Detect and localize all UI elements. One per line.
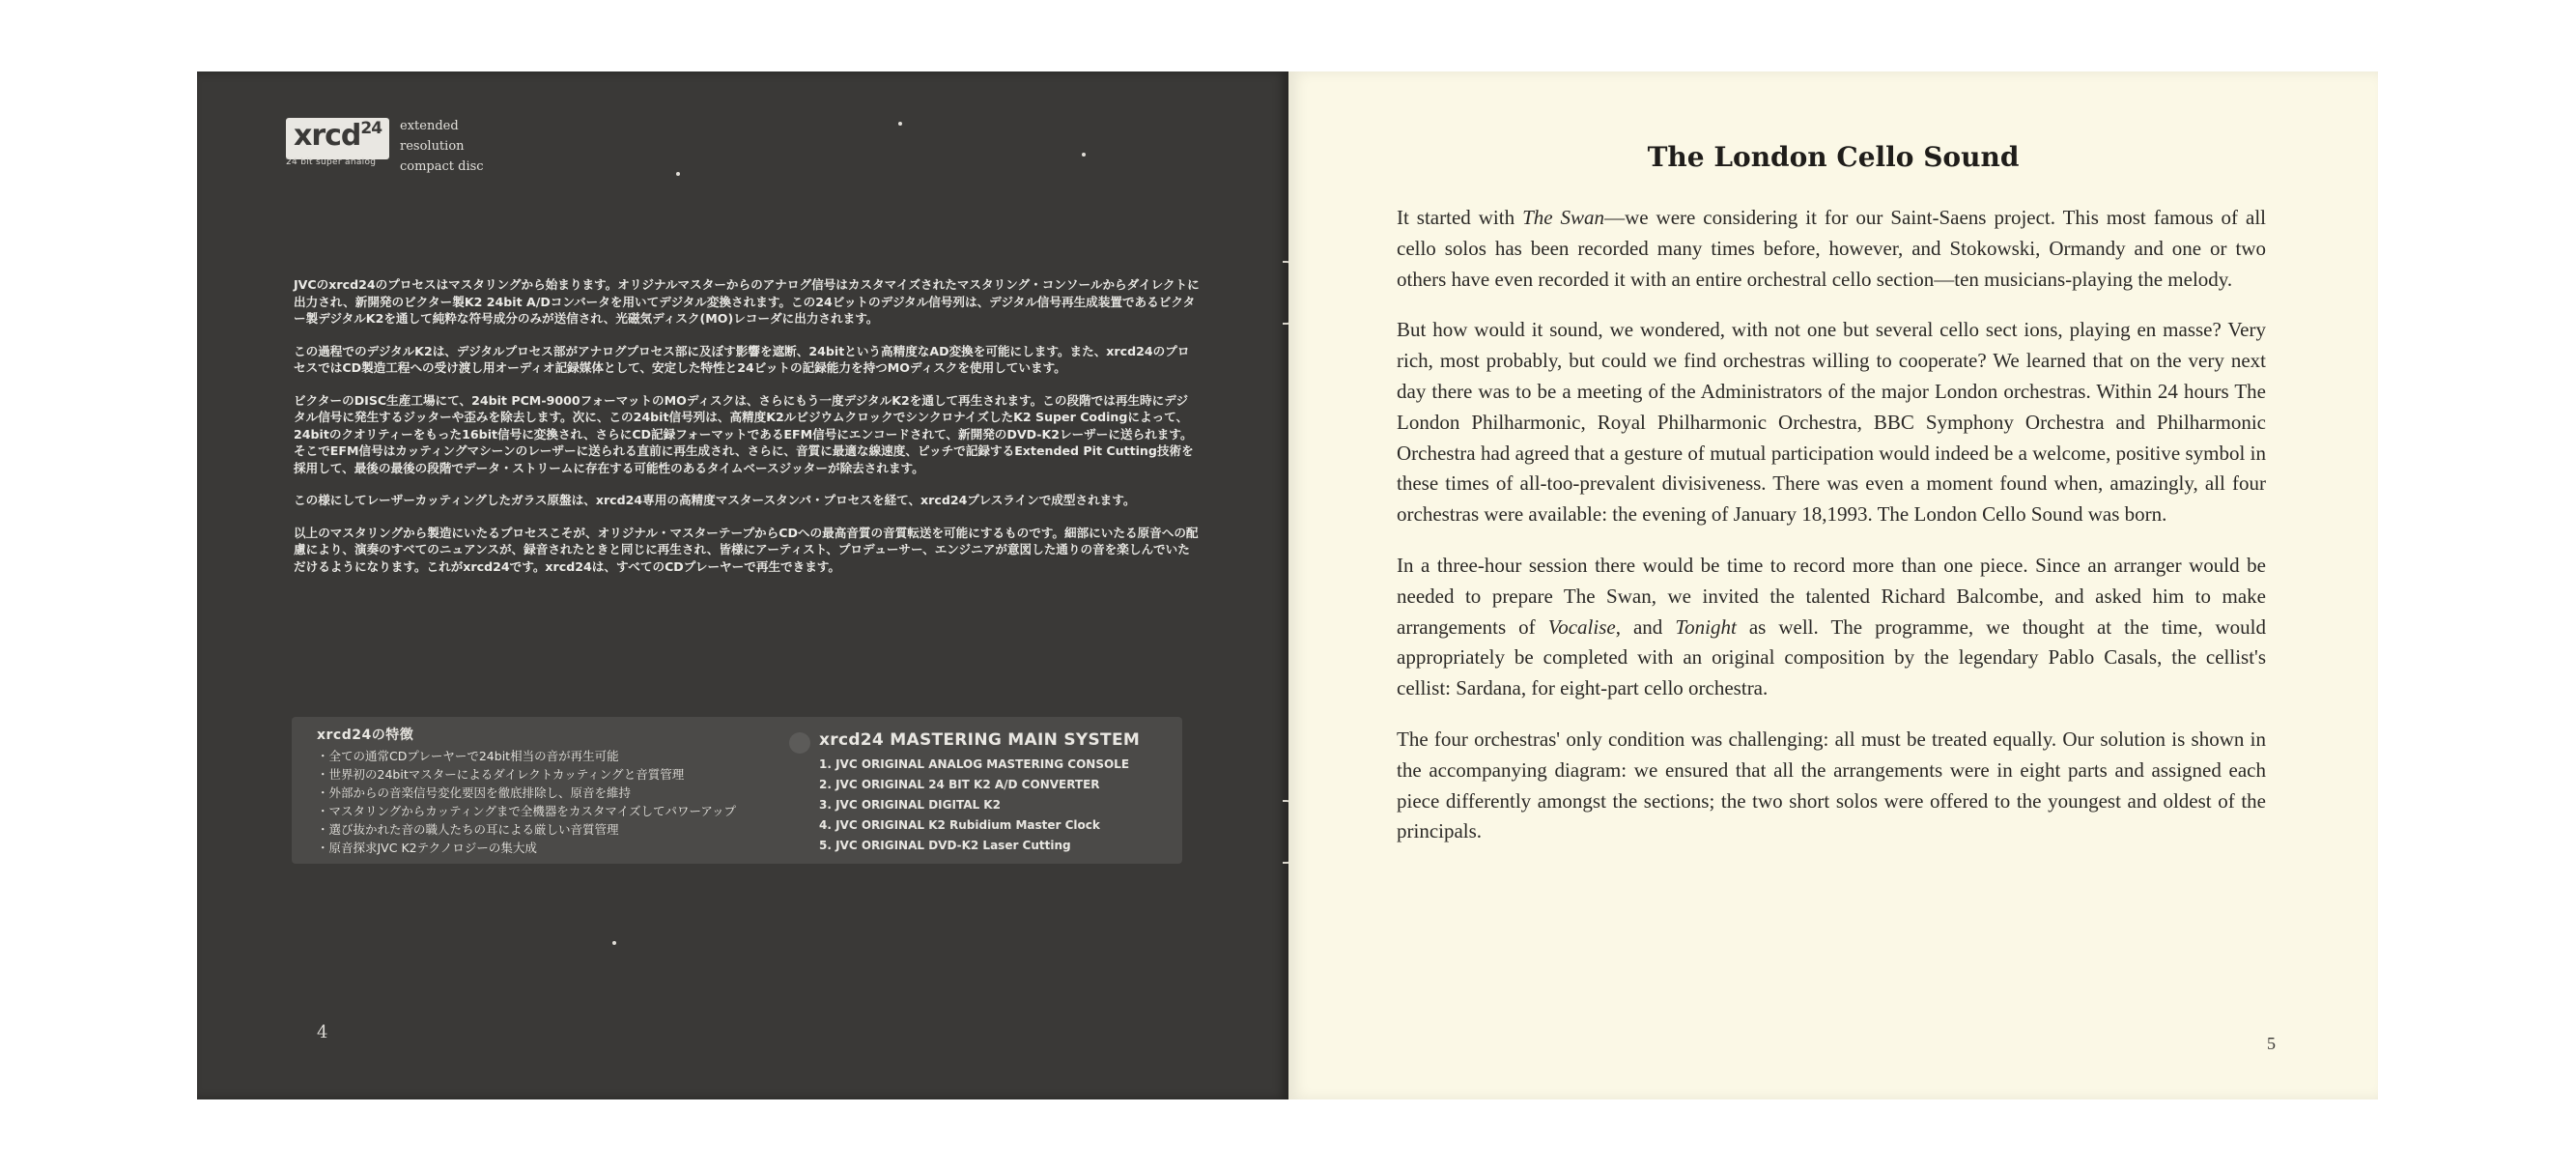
feature-item: ・原音探求JVC K2テクノロジーの集大成 — [317, 841, 537, 855]
feature-item: ・世界初の24bitマスターによるダイレクトカッティングと音質管理 — [317, 767, 685, 782]
article-paragraph: It started with The Swan—we were considering it for our Saint-Saens project. This most famous of all cello solos has been recorded many times before, however, and Stokowski, Ormandy and one or two others have even recorded it with an entire orchestral cello section—ten musicians-playing the melody. — [1397, 206, 2266, 291]
system-item: 5. JVC ORIGINAL DVD-K2 Laser Cutting — [819, 839, 1071, 852]
dust-speck — [1082, 153, 1086, 157]
feature-item: ・選び抜かれた音の職人たちの耳による厳しい音質管理 — [317, 822, 619, 837]
features-panel — [292, 717, 1182, 864]
jp-paragraph: ビクターのDISC生産工場にて、24bit PCM-9000フォーマットのMOディスクは、さらにもう一度デジタルK2を通して再生されます。この段階では再生時にデジタル信号に発生するジッターや歪みを除去します。次に、この24bit信号列は、高精度K2ルビジウムクロックでシンクロナイズしたK2 Super Codingによって、24bitのクオリティーをもった16bit信号に変換され、さらにCD記録フォーマットであるEFM信号にエンコードされて、新開発のDVD-K2レーザーに送られます。そこでEFM信号はカッティングマシーンのレーザーに送られる直前に再生成され、さらに、音質に最適な線速度、ピッチで記録するExtended Pit Cutting技術を採用して、最後の最後の段階でデータ・ストリームに存在する可能性のあるタイムベースジッターが除去されます。 — [294, 392, 1194, 475]
mastering-system-list — [819, 730, 1140, 856]
article-paragraph: But how would it sound, we wondered, with not one but several cello sect ions, playing en masse? Very rich, most probably, but could we find orchestras willing to cooperate? We learned that on the very next day there was to be a meeting of the Administrators of the major London orchestras. Within 24 hours The London Philharmonic, Royal Philharmonic Orchestra, BBC Symphony Orchestra and Philharmonic Orchestra had agreed that a gesture of mutual participation would indeed be a welcome, positive symbol in these times of all-too-prevalent divisiveness. There was even a moment found when, amazingly, all four orchestras were available: the evening of January 18,1993. The London Cello Sound was born. — [1397, 318, 2266, 527]
left-page — [197, 71, 1288, 1099]
feature-item: ・マスタリングからカッティングまで全機器をカスタマイズしてパワーアップ — [317, 804, 737, 818]
article-paragraph: In a three-hour session there would be time to record more than one piece. Since an arranger would be needed to prepare The Swan, we invited the talented Richard Balcombe, and asked him to make arrangements of Vocalise, and Tonight as well. The programme, we thought at the time, would appropriately be completed with an original composition by the legendary Pablo Casals, the cellist's cellist: Sardana, for eight-part cello orchestra. — [1397, 553, 2266, 700]
system-item: 2. JVC ORIGINAL 24 BIT K2 A/D CONVERTER — [819, 778, 1100, 791]
system-item: 4. JVC ORIGINAL K2 Rubidium Master Clock — [819, 818, 1100, 832]
mastering-system-title: xrcd24 MASTERING MAIN SYSTEM — [819, 730, 1141, 750]
jp-paragraph: この様にしてレーザーカッティングしたガラス原盤は、xrcd24専用の高精度マスタースタンパ・プロセスを経て、xrcd24プレスラインで成型されます。 — [294, 493, 1136, 507]
page-number-right: 5 — [2267, 1034, 2276, 1053]
system-item: 3. JVC ORIGINAL DIGITAL K2 — [819, 798, 1001, 812]
dust-speck — [612, 941, 616, 945]
jp-paragraph: 以上のマスタリングから製造にいたるプロセスこそが、オリジナル・マスターテープからCDへの最高音質の音質転送を可能にするものです。細部にいたる原音への配慮により、演奏のすべてのニュアンスが、録音されたときと同じに再生され、皆様にアーティスト、プロデューサー、エンジニアが意図した通りの音を楽しんでいただけるようになります。これがxrcd24です。xrcd24は、すべてのCDプレーヤーで再生できます。 — [294, 525, 1199, 574]
logo-mark: xrcd$^{24}$ — [286, 118, 389, 159]
feature-item: ・外部からの音楽信号変化要因を徹底排除し、原音を維持 — [317, 785, 632, 800]
jp-paragraph: JVCのxrcd24のプロセスはマスタリングから始まります。オリジナルマスターからのアナログ信号はカスタマイズされたマスタリング・コンソールからダイレクトに出力され、新開発のビクター製K2 24bit A/Dコンバータを用いてデジタル変換されます。この24ビットのデジタル信号列は、デジタル信号再生成装置であるビクター製デジタルK2を通して純粋な符号成分のみが送信され、光磁気ディスク(MO)レコーダに出力されます。 — [294, 277, 1200, 326]
feature-item: ・全ての通常CDプレーヤーで24bit相当の音が再生可能 — [317, 749, 619, 763]
logo-tagline: extended resolution compact disc — [400, 119, 484, 174]
dust-speck — [676, 172, 680, 176]
system-item: 1. JVC ORIGINAL ANALOG MASTERING CONSOLE — [819, 757, 1130, 771]
xrcd24-logo — [286, 118, 389, 159]
article-body — [1397, 203, 2266, 868]
features-title: xrcd24の特徴 — [317, 728, 414, 743]
right-page — [1288, 71, 2378, 1099]
dust-speck — [898, 122, 902, 126]
article-paragraph: The four orchestras' only condition was challenging: all must be treated equally. Our solution is shown in the accompanying diagram: we ensured that all the arrangements were in eight parts and assigned each piece differently amongst the sections; the two short solos were offered to the youngest and oldest of the principals. — [1397, 727, 2266, 843]
booklet-spread — [197, 71, 2378, 1099]
features-list — [317, 727, 736, 857]
jp-paragraph: この過程でのデジタルK2は、デジタルプロセス部がアナログプロセス部に及ぼす影響を遮断、24bitという高精度なAD変換を可能にします。また、xrcd24のプロセスではCD製造工程への受け渡し用オーディオ記録媒体として、安定した特性と24ビットの記録能力を持つMOディスクを使用しています。 — [294, 343, 1190, 375]
disc-dot-icon — [789, 732, 810, 754]
logo-subtitle: 24 bit super analog — [286, 157, 377, 167]
page-number-left: 4 — [317, 1022, 328, 1042]
japanese-body-text — [294, 276, 1200, 590]
article-title: The London Cello Sound — [1647, 141, 2020, 173]
